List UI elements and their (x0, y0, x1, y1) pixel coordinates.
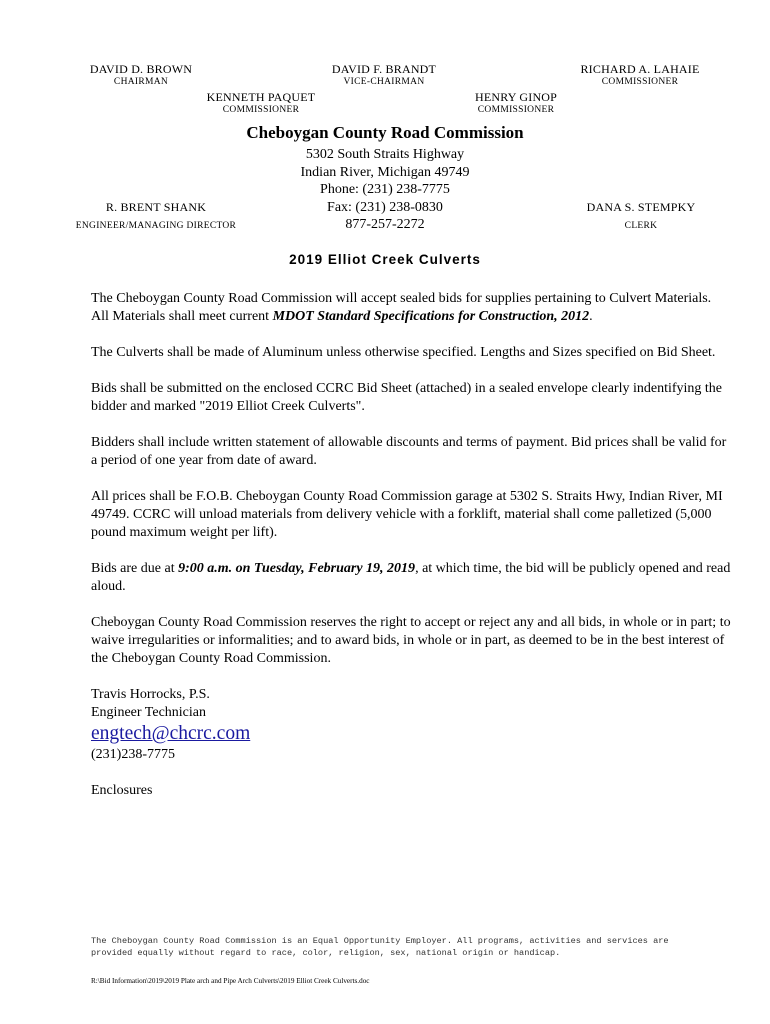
due-date-emphasis: 9:00 a.m. on Tuesday, February 19, 2019 (178, 561, 416, 576)
document-title: 2019 Elliot Creek Culverts (289, 252, 481, 267)
due-date-prefix: Bids are due at (91, 561, 179, 576)
commissioner-paquet-role: COMMISSIONER (222, 105, 300, 115)
document-body (91, 290, 731, 800)
paragraph-due-date (91, 560, 731, 596)
clerk-role: CLERK (624, 221, 658, 231)
paragraph-intro-end: . (589, 309, 593, 324)
signature-name: Travis Horrocks, P.S. (91, 687, 210, 702)
commissioner-lahaie-name: RICHARD A. LAHAIE (580, 62, 700, 76)
equal-opportunity-statement: The Cheboygan County Road Commission is an Equal Opportunity Employer. All programs, activities and services are provided equally without regard to race, color, religion, sex, national origin or handicap. (91, 936, 669, 958)
vice-chairman-role: VICE-CHAIRMAN (343, 77, 425, 87)
engineer-name: R. BRENT SHANK (105, 200, 207, 214)
address-line2: Indian River, Michigan 49749 (300, 164, 470, 180)
commissioner-ginop-name: HENRY GINOP (474, 90, 558, 104)
address-line1: 5302 South Straits Highway (305, 147, 465, 162)
clerk-name: DANA S. STEMPKY (586, 200, 696, 214)
signature-title: Engineer Technician (91, 705, 206, 720)
vice-chairman-name: DAVID F. BRANDT (331, 62, 437, 76)
enclosures-label: Enclosures (91, 783, 153, 798)
engineer-role: ENGINEER/MANAGING DIRECTOR (75, 221, 237, 231)
signature-phone: (231)238-7775 (91, 747, 175, 762)
email-link[interactable]: engtech@chcrc.com (91, 723, 251, 744)
organization-address (0, 146, 770, 234)
paragraph-material: The Culverts shall be made of Aluminum unless otherwise specified. Lengths and Sizes specified on Bid Sheet. (91, 345, 716, 360)
mdot-spec-emphasis: MDOT Standard Specifications for Construction, 2012 (272, 309, 590, 324)
commissioner-lahaie-role: COMMISSIONER (601, 77, 679, 87)
paragraph-reserves: Cheboygan County Road Commission reserves the right to accept or reject any and all bids, in whole or in part; to waive irregularities or informalities; and to award bids, in whole or in part, as deemed to be in the best interest of the Cheboygan County Road Commission. (91, 615, 731, 666)
chairman-name: DAVID D. BROWN (89, 62, 193, 76)
commissioner-paquet-name: KENNETH PAQUET (206, 90, 316, 104)
organization-name: Cheboygan County Road Commission (246, 123, 524, 142)
chairman-role: CHAIRMAN (113, 77, 169, 87)
fax-line: Fax: (231) 238-0830 (327, 199, 443, 215)
paragraph-fob: All prices shall be F.O.B. Cheboygan County Road Commission garage at 5302 S. Straits Hwy, Indian River, MI 49749. CCRC will unload materials from delivery vehicle with a forklift, material shall come palletized (5,000 pound maximum weight per lift). (91, 489, 723, 540)
tollfree-line: 877-257-2272 (345, 217, 425, 233)
paragraph-submission: Bids shall be submitted on the enclosed CCRC Bid Sheet (attached) in a sealed envelope clearly indentifying the bidder and marked "2019 Elliot Creek Culverts". (91, 381, 723, 414)
paragraph-intro-text: The Cheboygan County Road Commission will accept sealed bids for supplies pertaining to Culvert Materials. All Materials shall meet current (91, 291, 712, 324)
phone-line: Phone: (231) 238-7775 (320, 182, 450, 198)
paragraph-discounts: Bidders shall include written statement of allowable discounts and terms of payment. Bid prices shall be valid for a period of one year from date of award. (91, 435, 727, 468)
paragraph-intro (91, 290, 731, 326)
commissioner-ginop-role: COMMISSIONER (477, 105, 555, 115)
due-date-suffix: , at which time, the bid will be publicly opened and read aloud. (91, 561, 731, 594)
file-path: R:\Bid Information\2019\2019 Plate arch and Pipe Arch Culverts\2019 Elliot Creek Culverts.doc (91, 977, 370, 985)
